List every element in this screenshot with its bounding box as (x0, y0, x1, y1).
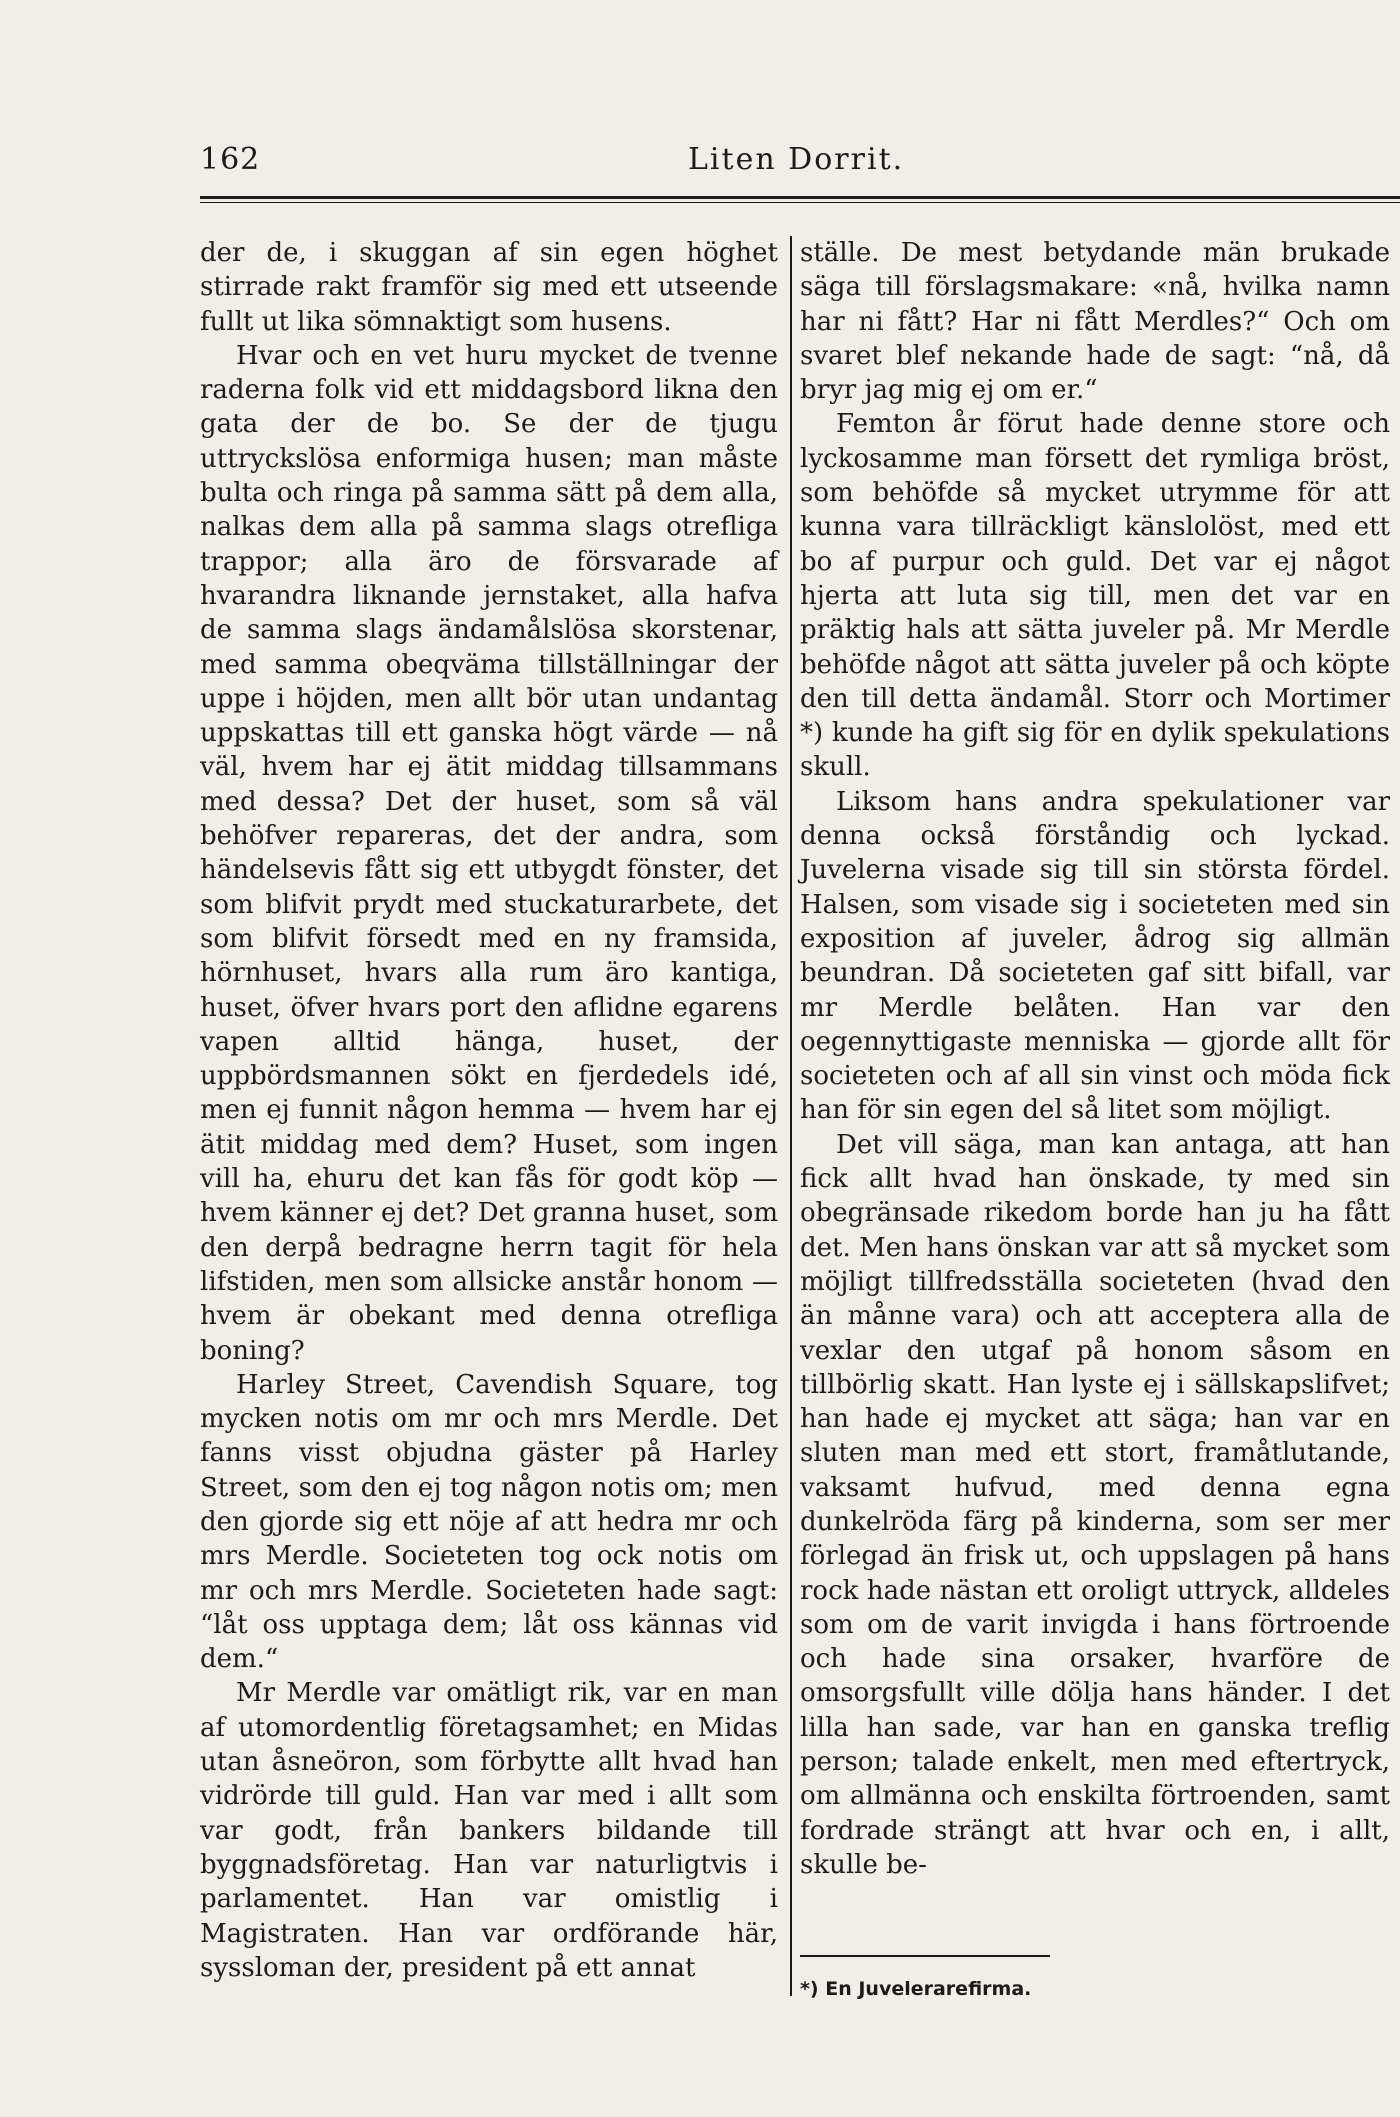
paragraph: Femton år förut hade denne store och lyckosamme man försett det rymliga bröst, som behöfde så mycket utrymme för att kunna vara tillräckligt känslolöst, med ett bo af purpur och guld. Det var ej något hjerta att luta sig till, men det var en präktig hals att sätta juveler på. Mr Merdle behöfde något att sätta juveler på och köpte den till detta ändamål. Storr och Mortimer *) kunde ha gift sig för en dylik spekulations skull. (800, 409, 1390, 783)
right-column (800, 236, 1390, 1882)
header-rule (200, 196, 1400, 199)
paragraph: Liksom hans andra spekulationer var denna också förståndig och lyckad. Juvelerna visade sig till sin största fördel. Halsen, som visade sig i societeten med sin exposition af juveler, ådrog sig allmän beundran. Då societeten gaf sitt bifall, var mr Merdle belåten. Han var den oegennyttigaste menniska — gjorde allt för societeten och af all sin vinst och möda fick han för sin egen del så litet som möjligt. (800, 786, 1390, 1126)
page-number: 162 (200, 142, 261, 177)
paragraph: ställe. De mest betydande män brukade säga till förslagsmakare: «nå, hvilka namn har ni fått? Har ni fått Merdles?“ Och om svaret blef nekande hade de sagt: “nå, då bryr jag mig ej om er.“ (800, 238, 1390, 406)
left-column (200, 236, 778, 1985)
paragraph: Mr Merdle var omätligt rik, var en man af utomordentlig företagsamhet; en Midas utan åsneöron, som förbytte allt hvad han vidrörde till guld. Han var med i allt som var godt, från bankers bildande till byggnadsföretag. Han var naturligtvis i parlamentet. Han var omistlig i Magistraten. Han var ordförande här, syssloman der, president på ett annat (200, 1678, 778, 1983)
paragraph: Det vill säga, man kan antaga, att han fick allt hvad han önskade, ty med sin obegränsade rikedom borde han ju ha fått det. Men hans önskan var att så mycket som möjligt tillfredsställa societeten (hvad den än månne vara) och att acceptera alla de vexlar den utgaf på honom såsom en tillbörlig skatt. Han lyste ej i sällskapslifvet; han hade ej mycket att säga; han var en sluten man med ett stort, framåtlutande, vaksamt hufvud, med denna egna dunkelröda färg på kinderna, som ser mer förlegad än frisk ut, och uppslagen på hans rock hade nästan ett oroligt uttryck, alldeles som om de varit invigda i hans förtroende och hade sina orsaker, hvarföre de omsorgsfullt ville dölja hans händer. I det lilla han sade, var han en ganska treflig person; talade enkelt, men med eftertryck, om allmänna och enskilta förtroenden, samt fordrade strängt att hvar och en, i allt, skulle be- (800, 1129, 1390, 1880)
footnote: *) En Juvelerarefirma. (800, 1978, 1032, 2000)
footnote-rule (800, 1955, 1050, 1957)
paragraph: Hvar och en vet huru mycket de tvenne raderna folk vid ett middagsbord likna den gata der de bo. Se der de tjugu uttryckslösa enformiga husen; man måste bulta och ringa på samma sätt på dem alla, nalkas dem alla på samma slags otrefliga trappor; alla äro de försvarade af hvarandra liknande jernstaket, alla hafva de samma slags ändamålslösa skorstenar, med samma obeqväma tillställningar der uppe i höjden, men allt bör utan undantag uppskattas till ett ganska högt värde — nå väl, hvem har ej ätit middag tillsammans med dessa? Det der huset, som så väl behöfver repareras, det der andra, som händelsevis fått sig ett utbygdt fönster, det som blifvit prydt med stuckaturarbete, det som blifvit försedt med en ny framsida, hörnhuset, hvars alla rum äro kantiga, huset, öfver hvars port den aflidne egarens vapen alltid hänga, huset, der uppbördsmannen sökt en fjerdedels idé, men ej funnit någon hemma — hvem har ej ätit middag med dem? Huset, som ingen vill ha, ehuru det kan fås för godt köp — hvem känner ej det? Det granna huset, som den derpå bedragne herrn tagit för hela lifstiden, men som allsicke anstår honom — hvem är obekant med denna otrefliga boning? (200, 340, 778, 1366)
column-divider (790, 236, 792, 1996)
paragraph: der de, i skuggan af sin egen höghet stirrade rakt framför sig med ett utseende fullt ut lika sömnaktigt som husens. (200, 238, 778, 337)
paragraph: Harley Street, Cavendish Square, tog mycken notis om mr och mrs Merdle. Det fanns visst objudna gäster på Harley Street, som den ej tog någon notis om; men den gjorde sig ett nöje af att hedra mr och mrs Merdle. Societeten tog ock notis om mr och mrs Merdle. Societeten hade sagt: “låt oss upptaga dem; låt oss kännas vid dem.“ (200, 1369, 778, 1675)
page-header (200, 142, 1400, 182)
header-rule-thin (200, 202, 1400, 203)
running-title: Liten Dorrit. (688, 142, 905, 177)
